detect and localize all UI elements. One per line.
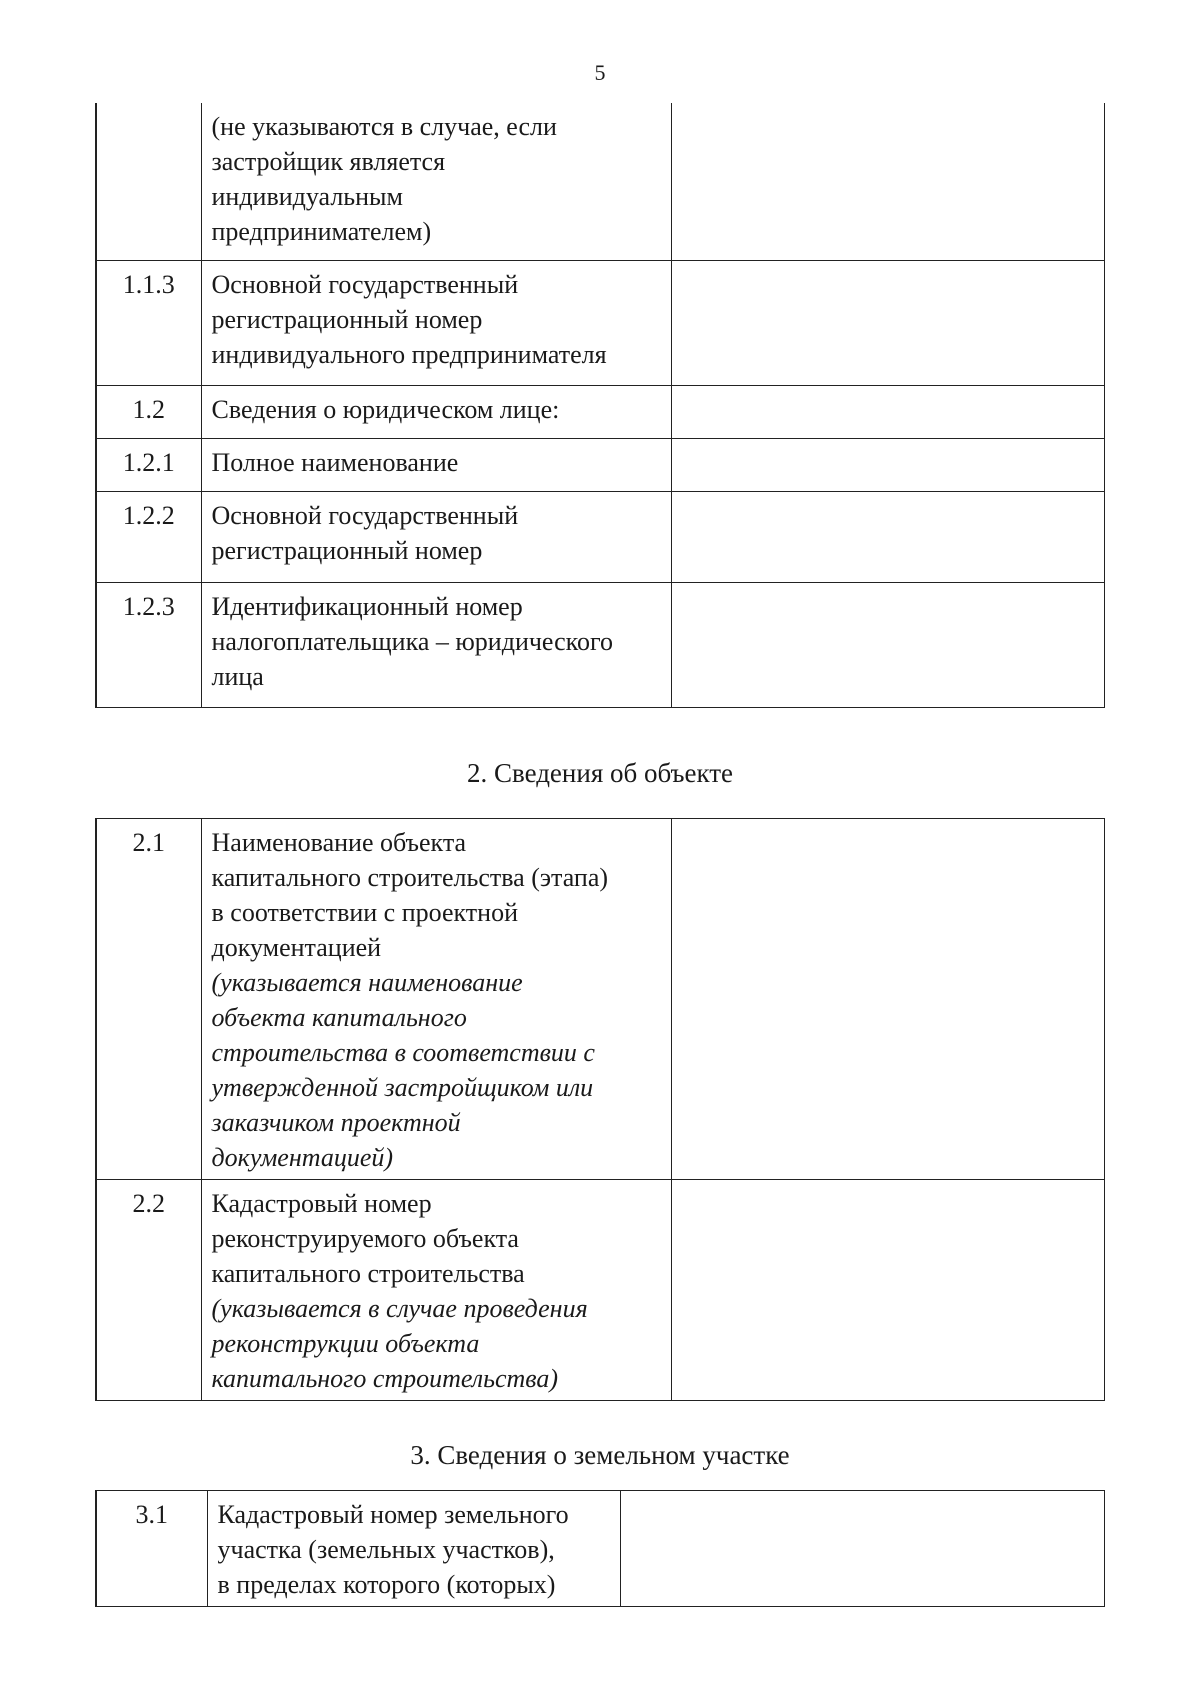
row-number [96, 103, 201, 260]
row-hint: строительства в соответствии с [211, 1038, 595, 1067]
land-plot-table [95, 1490, 1105, 1607]
row-label: Основной государственный регистрационный номер индивидуального предпринимателя [201, 260, 671, 385]
row-number: 1.2.1 [96, 438, 201, 491]
table-row [96, 819, 1104, 1180]
table-row [96, 491, 1104, 582]
row-label: (не указываются в случае, если застройщик является индивидуальным предпринимателем) [201, 103, 671, 260]
row-label: Кадастровый номер реконструируемого объекта капитального строительства (указывается в случае проведения реконструкции объекта капитального строительства) [201, 1180, 671, 1401]
row-label: Идентификационный номер налогоплательщика – юридического лица [201, 582, 671, 707]
table-row [96, 438, 1104, 491]
table-row [96, 1491, 1104, 1607]
table-row [96, 1180, 1104, 1401]
value-cell[interactable] [671, 582, 1104, 707]
table-row [96, 582, 1104, 707]
row-hint: документацией) [211, 1143, 394, 1172]
row-hint: объекта капитального [211, 1003, 467, 1032]
row-hint: (указывается наименование [211, 968, 523, 997]
row-label: Основной государственный регистрационный номер [201, 491, 671, 582]
table-row [96, 385, 1104, 438]
table-row [96, 260, 1104, 385]
row-number: 1.2.2 [96, 491, 201, 582]
value-cell[interactable] [671, 819, 1104, 1180]
row-label: Кадастровый номер земельного участка (земельных участков), в пределах которого (которых) [207, 1491, 620, 1607]
section-heading-object: 2. Сведения об объекте [466, 758, 734, 788]
value-cell[interactable] [671, 438, 1104, 491]
value-cell[interactable] [671, 260, 1104, 385]
row-label: Полное наименование [201, 438, 671, 491]
row-hint: заказчиком проектной [211, 1108, 461, 1137]
section-heading-land-plot: 3. Сведения о земельном участке [410, 1440, 790, 1470]
row-number: 1.2 [96, 385, 201, 438]
page-number: 5 [594, 60, 606, 85]
row-label: Сведения о юридическом лице: [201, 385, 671, 438]
table-row [96, 103, 1104, 260]
row-number: 1.2.3 [96, 582, 201, 707]
value-cell[interactable] [671, 103, 1104, 260]
row-hint: реконструкции объекта [211, 1329, 480, 1358]
row-hint: (указывается в случае проведения [211, 1294, 588, 1323]
row-hint: капитального строительства) [211, 1364, 559, 1393]
value-cell[interactable] [620, 1491, 1104, 1607]
row-number: 2.2 [96, 1180, 201, 1401]
row-hint: утвержденной застройщиком или [211, 1073, 594, 1102]
object-info-table [95, 818, 1105, 1401]
value-cell[interactable] [671, 1180, 1104, 1401]
applicant-info-table [95, 103, 1105, 708]
row-number: 3.1 [96, 1491, 207, 1607]
value-cell[interactable] [671, 385, 1104, 438]
row-number: 1.1.3 [96, 260, 201, 385]
row-label: Наименование объекта капитального строительства (этапа) в соответствии с проектной документацией (указывается наименование объекта капитального строительства в соответствии с утвержденной застройщиком или заказчиком проектной документацией) [201, 819, 671, 1180]
row-number: 2.1 [96, 819, 201, 1180]
value-cell[interactable] [671, 491, 1104, 582]
